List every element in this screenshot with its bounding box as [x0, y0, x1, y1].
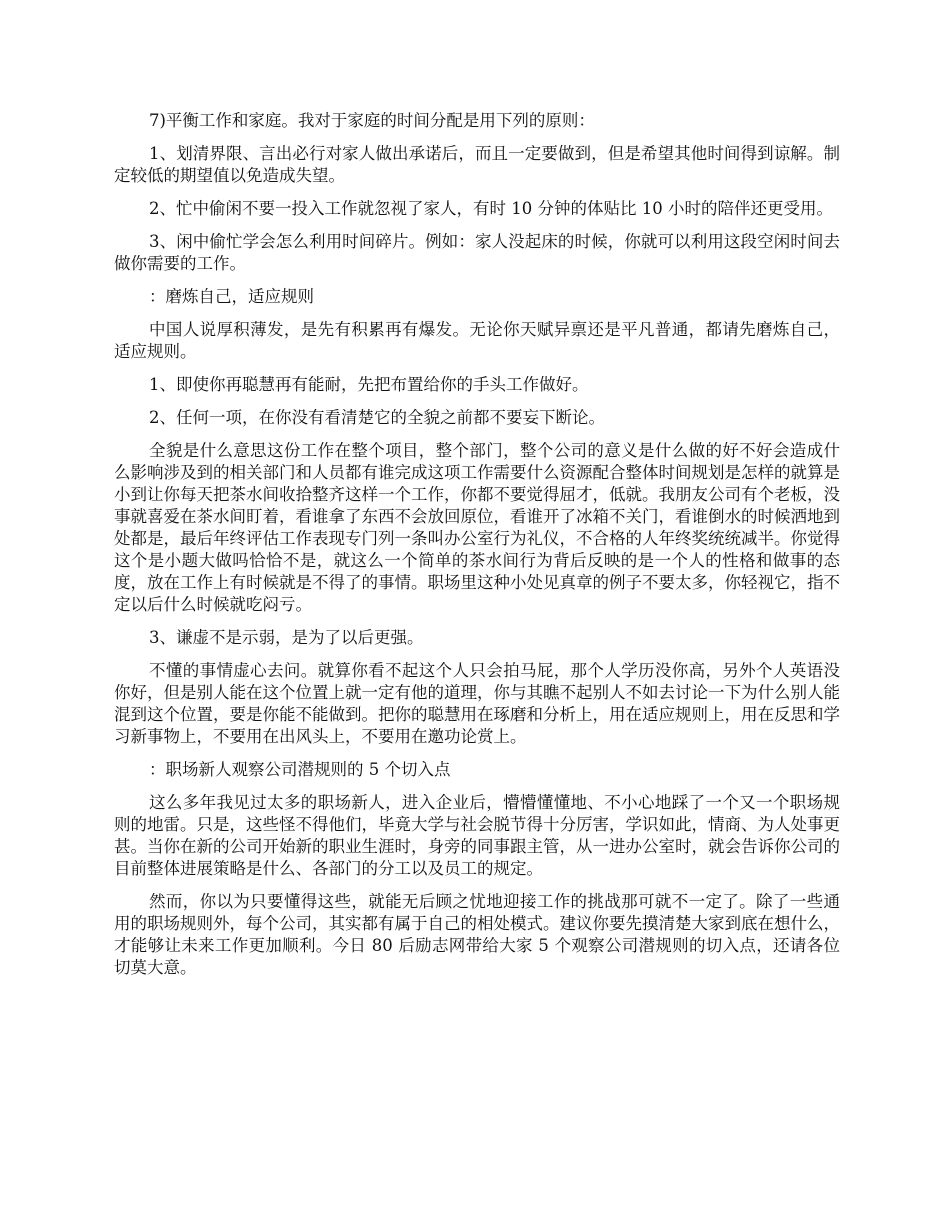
section-heading-five-entry-points: ：职场新人观察公司潜规则的 5 个切入点 — [149, 760, 451, 779]
document-body — [114, 110, 840, 990]
paragraph-humility: 3、谦虚不是示弱，是为了以后更强。 — [149, 628, 424, 647]
paragraph-accumulate: 中国人说厚积薄发，是先有积累再有爆发。无论你天赋异禀还是平凡普通，都请先磨炼自己，适应规则。 — [114, 320, 840, 361]
paragraph-full-picture: 全貌是什么意思这份工作在整个项目，整个部门，整个公司的意义是什么做的好不好会造成什么影响涉及到的相关部门和人员都有谁完成这项工作需要什么资源配合整体时间规划是怎样的就算是小到让你每天把茶水间收拾整齐这样一个工作，你都不要觉得屈才，低就。我朋友公司有个老板，没事就喜爱在茶水间盯着，看谁拿了东西不会放回原位，看谁开了冰箱不关门，看谁倒水的时候洒地到处都是，最后年终评估工作表现专门列一条叫办公室行为礼仪，不合格的人年终奖统统减半。你觉得这个是小题大做吗恰恰不是，就这么一个简单的茶水间行为背后反映的是一个人的性格和做事的态度，放在工作上有时候就是不得了的事情。职场里这种小处见真章的例子不要太多，你轻视它，指不定以后什么时候就吃闷亏。 — [114, 441, 840, 614]
paragraph-busy-leisure: 2、忙中偷闲不要一投入工作就忽视了家人，有时 10 分钟的体贴比 10 小时的陪伴还更受用。 — [149, 199, 833, 218]
paragraph-ask-humbly: 不懂的事情虚心去问。就算你看不起这个人只会拍马屁，那个人学历没你高，另外个人英语没你好，但是别人能在这个位置上就一定有他的道理，你与其瞧不起别人不如去讨论一下为什么别人能混到这个位置，要是你能不能做到。把你的聪慧用在琢磨和分析上，用在适应规则上，用在反思和学习新事物上，不要用在出风头上，不要用在邀功论赏上。 — [114, 661, 840, 746]
paragraph-however: 然而，你以为只要懂得这些，就能无后顾之忧地迎接工作的挑战那可就不一定了。除了一些通用的职场规则外，每个公司，其实都有属于自己的相处模式。建议你要先摸清楚大家到底在想什么，才能够让未来工作更加顺利。今日 80 后励志网带给大家 5 个观察公司潜规则的切入点，还请各位切莫大意。 — [114, 892, 840, 977]
section-heading-temper-yourself: ：磨炼自己，适应规则 — [149, 287, 314, 306]
paragraph-draw-boundaries: 1、划清界限、言出必行对家人做出承诺后，而且一定要做到，但是希望其他时间得到谅解。制定较低的期望值以免造成失望。 — [114, 144, 840, 185]
paragraph-no-rash-judgment: 2、任何一项，在你没有看清楚它的全貌之前都不要妄下断论。 — [149, 408, 605, 427]
paragraph-newcomers: 这么多年我见过太多的职场新人，进入企业后，懵懵懂懂地、不小心地踩了一个又一个职场规则的地雷。只是，这些怪不得他们，毕竟大学与社会脱节得十分厉害，学识如此，情商、为人处事更甚。当你在新的公司开始新的职业生涯时，身旁的同事跟主管，从一进办公室时，就会告诉你公司的目前整体进展策略是什么、各部门的分工以及员工的规定。 — [114, 793, 840, 878]
paragraph-do-work-well: 1、即使你再聪慧再有能耐，先把布置给你的手头工作做好。 — [149, 375, 589, 394]
paragraph-balance-work-family: 7)平衡工作和家庭。我对于家庭的时间分配是用下列的原则： — [149, 111, 595, 130]
paragraph-time-fragments: 3、闲中偷忙学会怎么利用时间碎片。例如：家人没起床的时候，你就可以利用这段空闲时间去做你需要的工作。 — [114, 232, 840, 273]
